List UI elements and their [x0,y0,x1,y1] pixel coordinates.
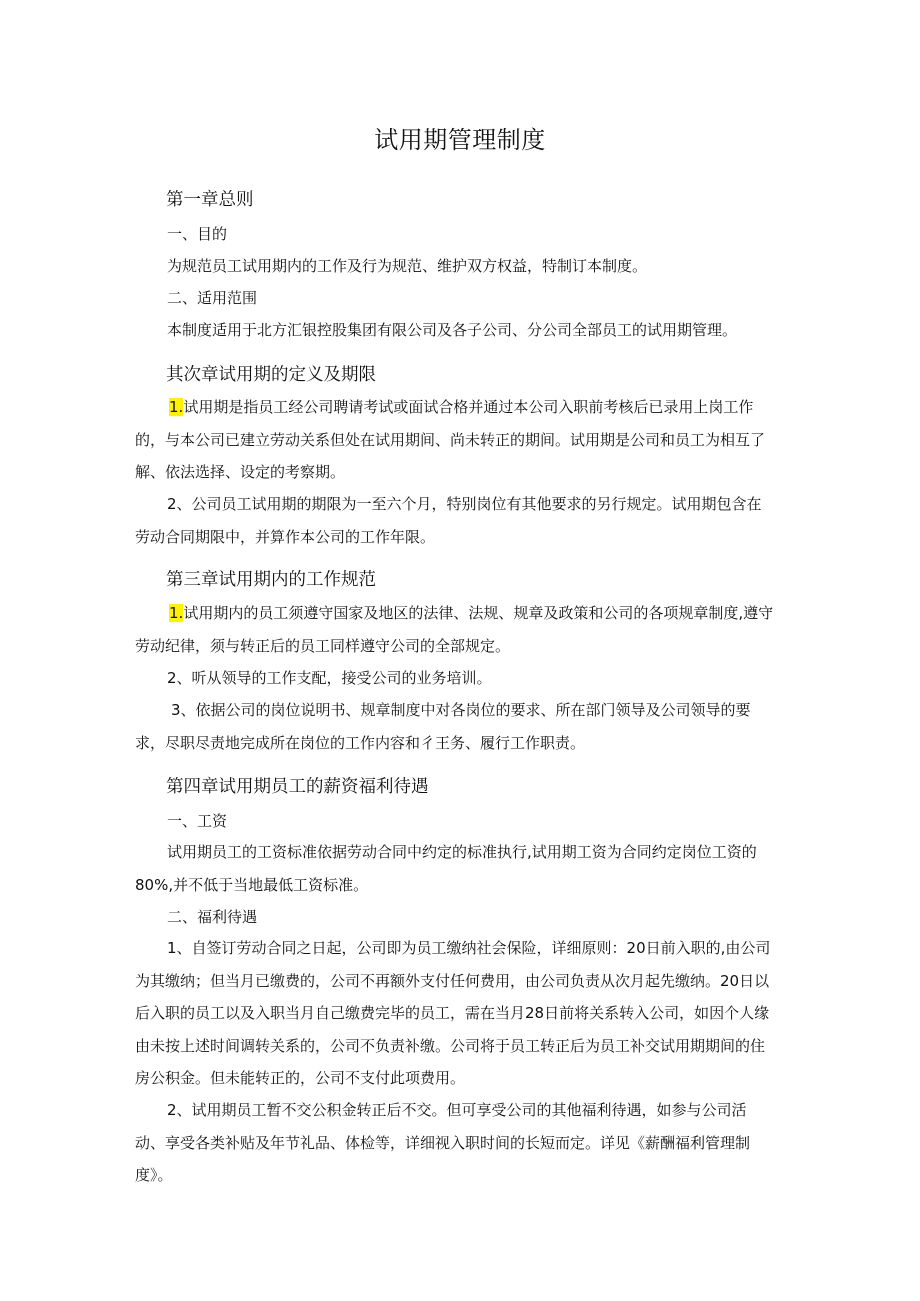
chapter-4-heading: 第四章试用期员工的薪资福利待遇 [166,777,429,797]
chapter-2-item-2: 2、公司员工试用期的期限为一至六个月，特别岗位有其他要求的另行规定。试用期包含在劳动合同期限中，并算作本公司的工作年限。 [135,495,762,546]
highlighted-number: 1. [169,604,184,622]
highlighted-number: 1. [169,398,184,416]
chapter-2-heading: 其次章试用期的定义及期限 [166,365,376,385]
welfare-item-1: 1、自签订劳动合同之日起，公司即为员工缴纳社会保险，详细原则：20日前入职的,由公司为其缴纳；但当月已缴费的，公司不再额外支付任何费用，由公司负责从次月起先缴纳。20日以后入职的员工以及入职当月自己缴费完毕的员工，需在当月28日前将关系转入公司，如因个人缘由未按上述时间调转关系的，公司不负责补缴。公司将于员工转正后为员工补交试用期期间的住房公积金。但未能转正的，公司不支付此项费用。 [135,939,771,1087]
chapter-2-item-1-text: 试用期是指员工经公司聘请考试或面试合格并通过本公司入职前考核后已录用上岗工作的，与本公司已建立劳动关系但处在试用期间、尚未转正的期间。试用期是公司和员工为相互了解、依法选择、设定的考察期。 [135,398,766,481]
salary-heading: 一、工资 [167,812,228,830]
chapter-3-heading: 第三章试用期内的工作规范 [166,570,376,590]
purpose-text: 为规范员工试用期内的工作及行为规范、维护双方权益，特制订本制度。 [167,257,648,275]
scope-text: 本制度适用于北方汇银控股集团有限公司及各子公司、分公司全部员工的试用期管理。 [167,321,738,339]
chapter-3-item-2: 2、听从领导的工作支配，接受公司的业务培训。 [167,669,492,687]
chapter-3-item-3: 3、依据公司的岗位说明书、规章制度中对各岗位的要求、所在部门领导及公司领导的要求，尽职尽责地完成所在岗位的工作内容和彳王务、履行工作职责。 [135,701,751,752]
chapter-2-item-1 [135,391,775,489]
chapter-1-heading: 第一章总则 [166,190,254,210]
salary-text: 试用期员工的工资标准依据劳动合同中约定的标准执行,试用期工资为合同约定岗位工资的80%,并不低于当地最低工资标准。 [135,843,757,894]
document-title: 试用期管理制度 [374,126,546,154]
welfare-heading: 二、福利待遇 [167,908,258,926]
purpose-heading: 一、目的 [167,225,228,243]
chapter-3-item-1 [135,597,775,662]
chapter-3-item-1-text: 试用期内的员工须遵守国家及地区的法律、法规、规章及政策和公司的各项规章制度,遵守劳动纪律，须与转正后的员工同样遵守公司的全部规定。 [135,604,774,655]
scope-heading: 二、适用范围 [167,289,258,307]
welfare-item-2: 2、试用期员工暂不交公积金转正后不交。但可享受公司的其他福利待遇，如参与公司活动、享受各类补贴及年节礼品、体检等，详细视入职时间的长短而定。详见《薪酬福利管理制度》。 [135,1101,751,1184]
